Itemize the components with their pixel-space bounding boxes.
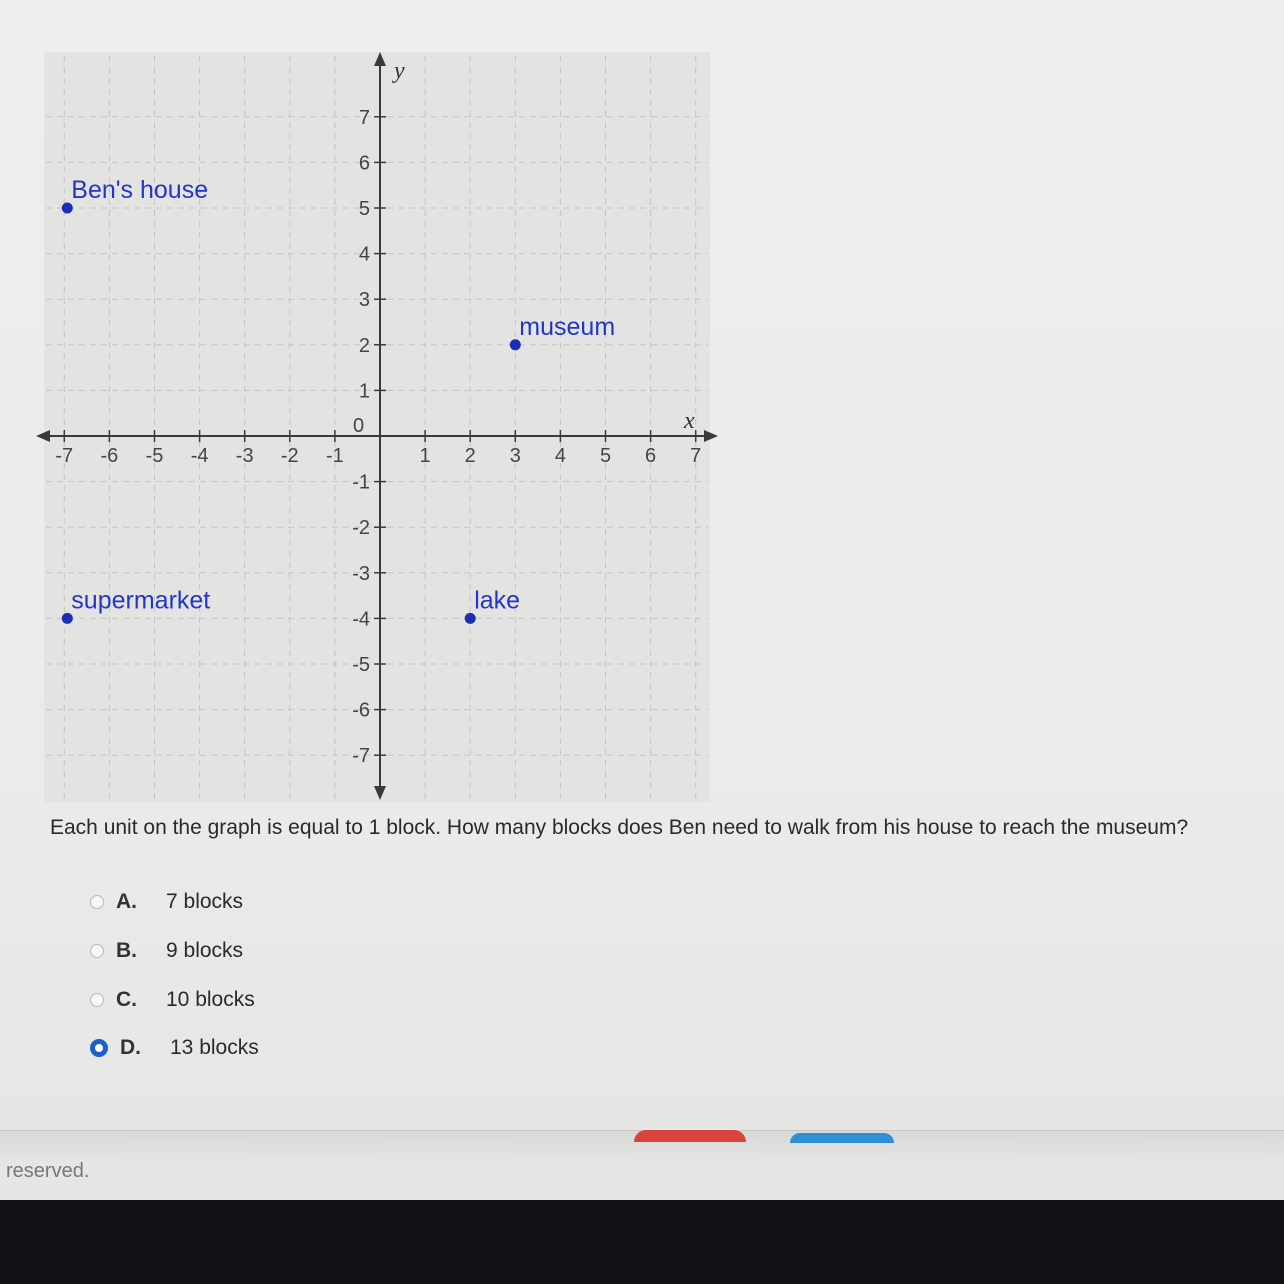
graph-svg (28, 44, 718, 806)
screen-bezel (0, 1200, 1284, 1284)
choice-text: 9 blocks (166, 939, 244, 962)
y-tick-label: 7 (358, 106, 370, 129)
choice-letter: B. (116, 939, 137, 962)
y-tick-label: 6 (358, 152, 370, 175)
y-tick-label: -5 (352, 654, 370, 676)
point-label: supermarket (71, 586, 211, 615)
x-tick-label: 4 (554, 445, 566, 467)
x-tick-label: -7 (55, 445, 74, 467)
footer-text: reserved. (6, 1160, 90, 1182)
y-axis-name: y (394, 58, 405, 84)
x-tick-label: 5 (599, 445, 612, 467)
y-tick-label: -2 (352, 517, 370, 540)
red-button[interactable] (634, 1130, 746, 1142)
x-tick-label: -5 (145, 445, 164, 467)
choice-d[interactable] (90, 1033, 259, 1063)
choice-text: 7 blocks (166, 890, 244, 913)
point-label: lake (474, 586, 521, 615)
point-marker (510, 339, 521, 350)
y-tick-label: 2 (358, 334, 370, 357)
y-tick-label: -3 (352, 562, 370, 585)
point-marker (62, 203, 73, 214)
choice-letter: D. (120, 1036, 141, 1059)
x-tick-label: 3 (509, 445, 521, 467)
question-text: Each unit on the graph is equal to 1 block. How many blocks does Ben need to walk from his house to reach the museum? (50, 816, 1189, 839)
graph-background (44, 52, 710, 802)
choice-letter: C. (116, 988, 137, 1011)
x-tick-label: 2 (464, 445, 476, 467)
choice-letter: A. (116, 890, 137, 913)
radio-c[interactable] (90, 993, 104, 1007)
x-tick-label: 1 (419, 445, 431, 467)
choice-text: 10 blocks (166, 988, 255, 1011)
y-tick-label: 4 (358, 243, 370, 266)
x-tick-label: -1 (326, 445, 344, 467)
y-tick-label: -6 (352, 699, 370, 722)
x-axis-arrow-right (704, 430, 718, 442)
blue-button[interactable] (790, 1133, 894, 1143)
choice-a[interactable] (90, 887, 243, 917)
point-marker (465, 613, 476, 624)
y-tick-label: 1 (358, 380, 370, 403)
y-tick-label: 3 (358, 289, 370, 312)
x-axis-name: x (684, 408, 695, 434)
point-marker (62, 613, 73, 624)
y-tick-label: -7 (352, 745, 370, 768)
x-tick-label: -4 (190, 445, 209, 467)
x-tick-label: 6 (645, 445, 657, 467)
radio-b[interactable] (90, 944, 104, 958)
point-label: museum (519, 312, 616, 341)
point-label: Ben's house (71, 176, 209, 204)
x-axis-arrow-left (36, 430, 50, 442)
x-tick-label: -2 (280, 445, 299, 467)
choice-b[interactable] (90, 936, 243, 966)
choice-c[interactable] (90, 985, 255, 1015)
radio-d[interactable] (90, 1039, 108, 1057)
y-tick-label: -1 (352, 471, 370, 494)
radio-a[interactable] (90, 895, 104, 909)
origin-label: 0 (353, 415, 365, 437)
y-tick-label: 5 (358, 198, 370, 220)
choice-text: 13 blocks (170, 1036, 259, 1059)
coordinate-graph (28, 44, 718, 806)
x-tick-label: -3 (235, 445, 254, 467)
y-tick-label: -4 (352, 608, 370, 631)
x-tick-label: -6 (100, 445, 119, 467)
x-tick-label: 7 (690, 445, 702, 467)
